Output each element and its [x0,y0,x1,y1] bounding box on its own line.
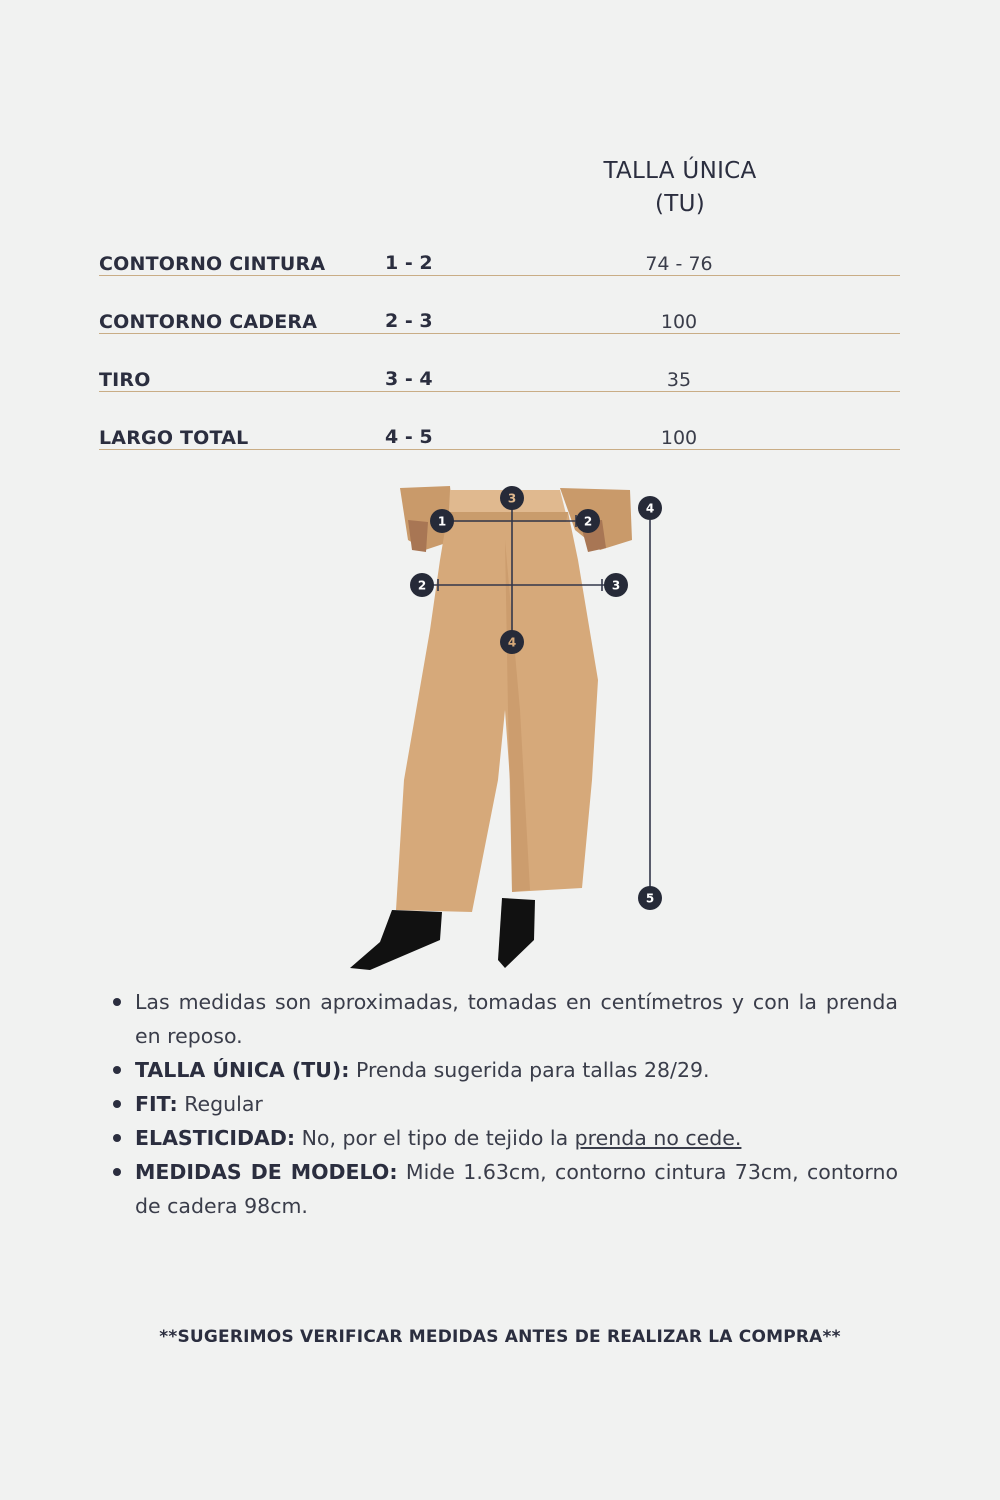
pants [396,512,598,912]
marker-2-waist-icon [576,509,600,533]
measure-points: 4 - 5 [385,426,433,448]
size-header-line1: TALLA ÚNICA [603,158,757,184]
notes-list [110,985,898,1223]
svg-text:3: 3 [611,578,621,593]
marker-3-top-icon [500,486,524,510]
note-item: Las medidas son aproximadas, tomadas en centímetros y con la prenda en reposo. [110,985,898,1053]
marker-1-icon [430,509,454,533]
marker-4-length-icon [638,496,662,520]
measure-value: 74 - 76 [645,253,713,275]
note-item: FIT: Regular [110,1087,898,1121]
note-key: ELASTICIDAD: [135,1126,296,1150]
svg-text:2: 2 [417,578,427,593]
left-hand [408,520,428,552]
measure-row [99,419,900,450]
measure-value: 100 [660,427,698,449]
measure-value: 35 [666,369,692,391]
footer-disclaimer: **SUGERIMOS VERIFICAR MEDIDAS ANTES DE REALIZAR LA COMPRA** [159,1327,841,1347]
svg-text:1: 1 [437,514,447,529]
marker-5-length-icon [638,886,662,910]
svg-text:4: 4 [645,501,655,516]
note-key: FIT: [135,1092,178,1116]
note-key: TALLA ÚNICA (TU): [135,1058,350,1082]
note-item: TALLA ÚNICA (TU): Prenda sugerida para tallas 28/29. [110,1053,898,1087]
measure-row [99,361,900,392]
marker-4-crotch-icon [500,630,524,654]
pants-measurement-diagram [330,480,680,980]
measure-row [99,245,900,276]
right-boot [498,898,535,968]
measure-points: 3 - 4 [385,368,433,390]
measure-label: LARGO TOTAL [99,427,249,449]
measure-points: 1 - 2 [385,252,433,274]
svg-text:2: 2 [583,514,593,529]
size-column-header [560,155,800,221]
marker-3-hip-icon [604,573,628,597]
svg-text:3: 3 [507,491,517,506]
measure-label: CONTORNO CINTURA [99,253,326,275]
measure-row [99,303,900,334]
measure-label: TIRO [99,369,151,391]
measure-points: 2 - 3 [385,310,433,332]
note-item: MEDIDAS DE MODELO: Mide 1.63cm, contorno cintura 73cm, contorno de cadera 98cm. [110,1155,898,1223]
marker-2-hip-icon [410,573,434,597]
note-item: ELASTICIDAD: No, por el tipo de tejido la prenda no cede. [110,1121,898,1155]
svg-text:4: 4 [507,635,517,650]
note-underlined: prenda no cede. [574,1126,742,1150]
size-header-line2: (TU) [654,191,706,217]
measure-label: CONTORNO CADERA [99,311,318,333]
left-boot [350,910,442,970]
measure-value: 100 [660,311,698,333]
svg-text:5: 5 [645,891,655,906]
note-key: MEDIDAS DE MODELO: [135,1160,398,1184]
